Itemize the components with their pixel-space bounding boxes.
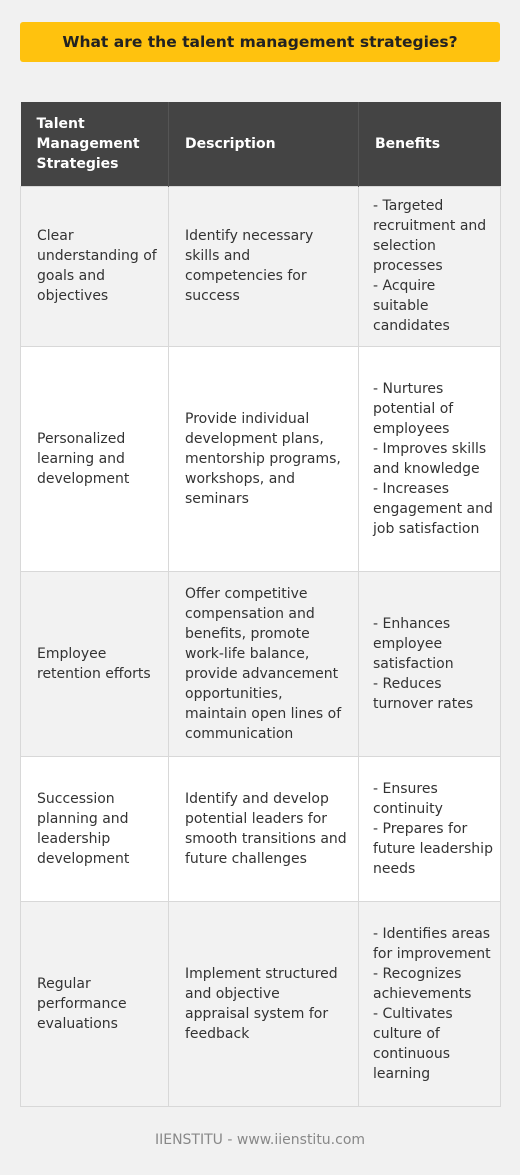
benefit-item: - Improves skills and knowledge xyxy=(373,440,487,477)
benefit-item: - Enhances employee satisfaction xyxy=(373,615,454,672)
table-row xyxy=(21,571,501,756)
description-cell: Offer competitive compensation and benefits, promote work-life balance, provide advancement opportunities, maintain open lines of communication xyxy=(169,571,359,756)
description-cell: Provide individual development plans, mentorship programs, workshops, and seminars xyxy=(169,346,359,571)
footer-credit: IIENSTITU - www.iienstitu.com xyxy=(154,1132,366,1148)
header-benefits: Benefits xyxy=(359,102,501,186)
strategy-cell: Regular performance evaluations xyxy=(21,901,169,1106)
title-banner xyxy=(20,22,500,62)
benefit-item: - Nurtures potential of employees xyxy=(373,380,454,437)
description-cell: Identify necessary skills and competencies for success xyxy=(169,186,359,346)
benefits-cell xyxy=(359,571,501,756)
strategy-cell: Employee retention efforts xyxy=(21,571,169,756)
benefit-item: - Targeted recruitment and selection processes xyxy=(373,198,487,274)
benefit-item: - Cultivates culture of continuous learning xyxy=(373,1005,453,1082)
table-row xyxy=(21,901,501,1106)
header-strategies: Talent Management Strategies xyxy=(21,102,169,186)
header-description: Description xyxy=(169,102,359,186)
benefits-cell xyxy=(359,346,501,571)
strategy-cell: Succession planning and leadership development xyxy=(21,756,169,901)
benefit-item: - Reduces turnover rates xyxy=(373,675,474,712)
page-title: What are the talent management strategies? xyxy=(62,33,458,51)
benefit-item: - Recognizes achievements xyxy=(373,965,472,1002)
table-row xyxy=(21,756,501,901)
benefit-item: - Increases engagement and job satisfaction xyxy=(373,480,493,537)
benefit-item: - Prepares for future leadership needs xyxy=(373,820,493,877)
description-cell: Identify and develop potential leaders for smooth transitions and future challenges xyxy=(169,756,359,901)
benefit-item: - Ensures continuity xyxy=(373,780,443,817)
strategies-table xyxy=(20,102,501,1107)
benefits-cell xyxy=(359,186,501,346)
benefits-cell xyxy=(359,756,501,901)
table-row xyxy=(21,186,501,346)
strategy-cell: Personalized learning and development xyxy=(21,346,169,571)
benefits-cell xyxy=(359,901,501,1106)
description-cell: Implement structured and objective appraisal system for feedback xyxy=(169,901,359,1106)
benefit-item: - Acquire suitable candidates xyxy=(373,278,450,334)
table-row xyxy=(21,346,501,571)
table-header-row xyxy=(21,102,501,186)
strategy-cell: Clear understanding of goals and objectives xyxy=(21,186,169,346)
benefit-item: - Identifies areas for improvement xyxy=(373,925,491,962)
